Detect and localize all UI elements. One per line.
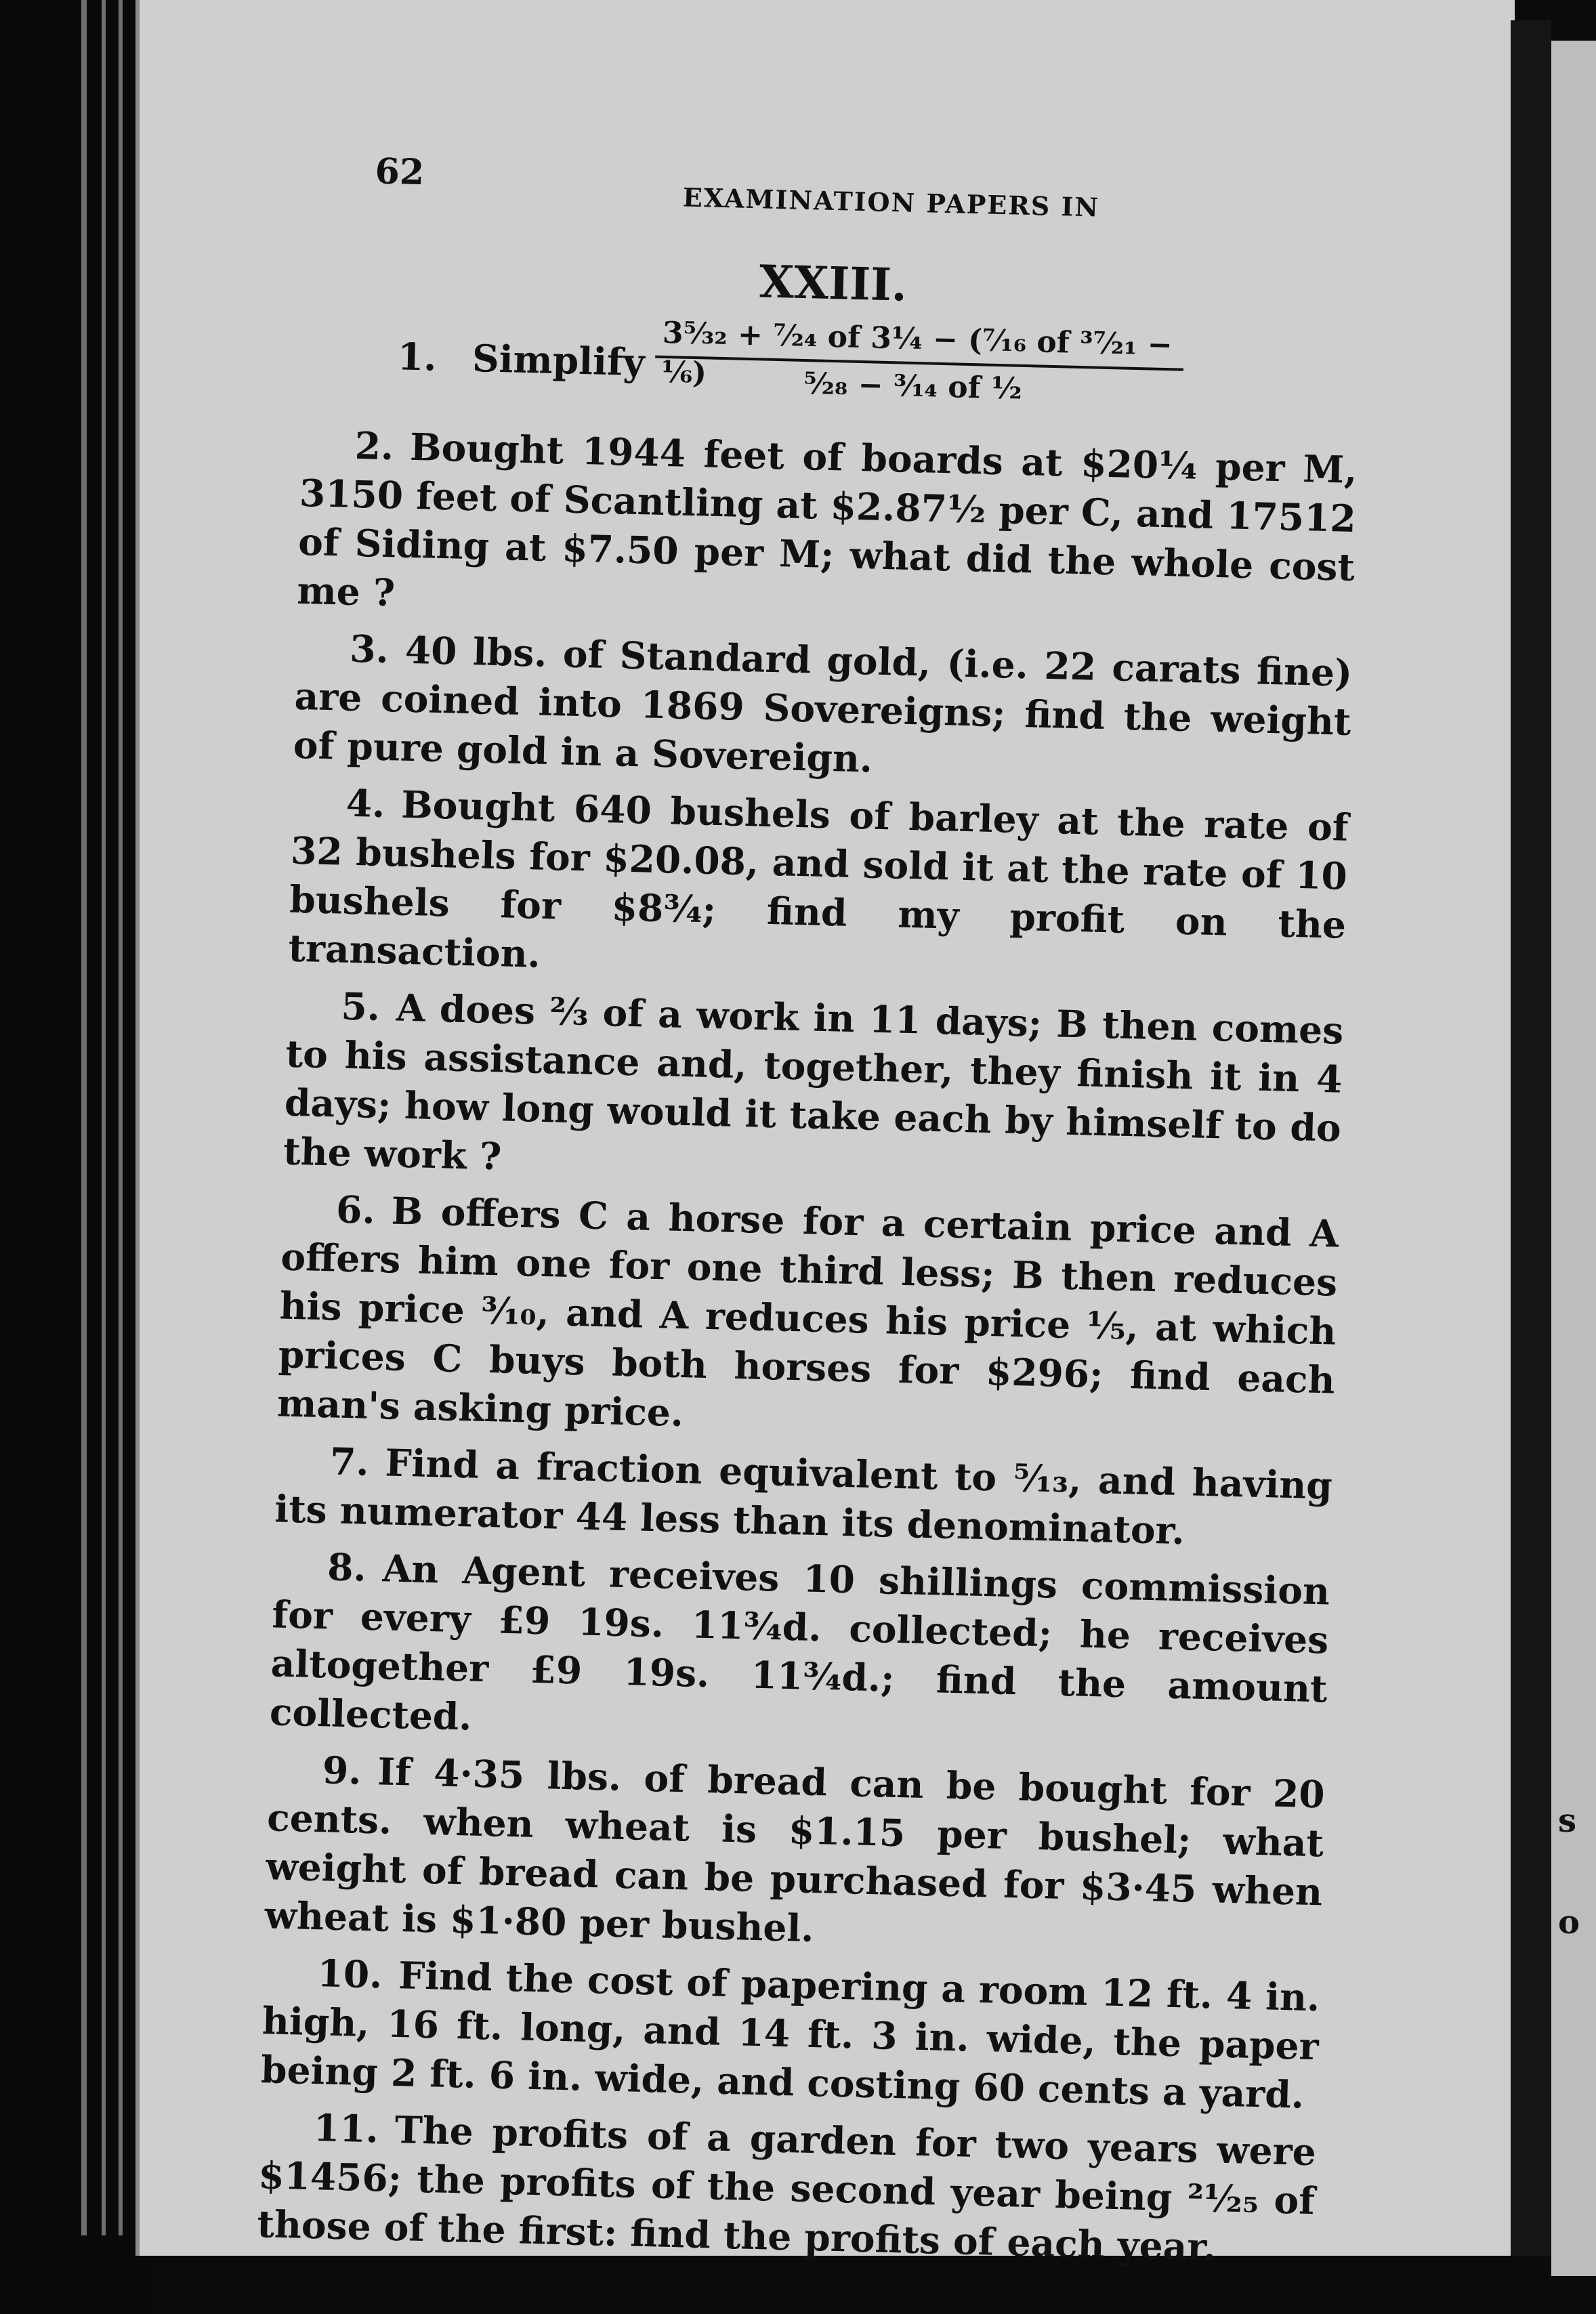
problem-item — [274, 1435, 1333, 1559]
problem-text: 40 lbs. of Standard gold, (i.e. 22 carats fine) are coined into 1869 Sovereigns; find the weight of pure gold in a Sovereign. — [293, 627, 1353, 781]
problem-item — [260, 1948, 1320, 2120]
problem-item — [297, 420, 1358, 641]
problem-text: Bought 1944 feet of boards at $20¼ per M, 3150 feet of Scantling at $2.87½ per C, and 17512 of Siding at $7.50 per M; what did the whole cost me ? — [296, 424, 1358, 615]
problem-item — [276, 1184, 1339, 1454]
problem-number: 5. — [340, 984, 381, 1029]
problem-number: 7. — [329, 1439, 370, 1484]
problem-number: 2. — [354, 423, 395, 469]
problem-item — [288, 778, 1349, 998]
compound-fraction — [654, 314, 1185, 413]
fraction-numerator: 3⁵⁄₃₂ + ⁷⁄₂₄ of 3¼ − (⁷⁄₁₆ of ³⁷⁄₂₁ − ⅙) — [660, 315, 1173, 391]
problem-text: An Agent receives 10 shillings commission for every £9 19s. 11¾d. collected; he receives altogether £9 19s. 11¾d.; find the amount collected. — [269, 1546, 1330, 1739]
problem-number: 1. — [397, 334, 438, 379]
running-head: EXAMINATION PAPERS IN — [682, 182, 1100, 223]
problem-item — [282, 981, 1344, 1202]
problem-text: If 4·35 lbs. of bread can be bought for 20 cents. when wheat is $1.15 per bushel; what weight of bread can be purchased for $3·45 when wheat is $1·80 per bushel. — [264, 1749, 1326, 1951]
fraction-denominator: ⁵⁄₂₈ − ³⁄₁₄ of ½ — [803, 366, 1023, 406]
problem-number: 4. — [345, 780, 386, 826]
problem-item — [293, 623, 1353, 795]
problem-number: 9. — [322, 1748, 362, 1793]
problem-number: 3. — [349, 626, 390, 672]
problem-text: Find a fraction equivalent to ⁵⁄₁₃, and having its numerator 44 less than its denominator. — [274, 1440, 1333, 1553]
book-gutter — [1511, 20, 1551, 2256]
problem-text: B offers C a horse for a certain price and A offers him one for one third less; B then reduces his price ³⁄₁₀, and A reduces his price ⅕, at which prices C buys both horses for $296; find each man's asking price. — [276, 1188, 1339, 1435]
problem-text: Bought 640 bushels of barley at the rate of 32 bushels for $20.08, and sold it at the rate of 10 bushels for $8¾; find my profit on the transaction. — [287, 782, 1349, 976]
simplify-label: Simplify — [471, 336, 646, 385]
problem-item — [269, 1541, 1330, 1762]
problem-number: 11. — [313, 2105, 379, 2151]
problem-number: 8. — [327, 1544, 367, 1590]
problem-item — [257, 2102, 1317, 2274]
problem-number: 6. — [335, 1187, 376, 1232]
adjacent-page-char: s — [1558, 1802, 1577, 1840]
problem-list — [256, 420, 1358, 2282]
problem-text: The profits of a garden for two years were $1456; the profits of the second year being ²¹⁄₂₅ of those of the first: find the profits of each year. — [256, 2107, 1317, 2269]
problem-text: Find the cost of papering a room 12 ft. 4 in. high, 16 ft. long, and 14 ft. 3 in. wide, the paper being 2 ft. 6 in. wide, and costing 60 cents a yard. — [260, 1953, 1321, 2117]
adjacent-page-char: o — [1558, 1903, 1580, 1941]
section-title: XXIII. — [758, 255, 908, 312]
page-number: 62 — [374, 150, 425, 194]
problem-number: 10. — [316, 1951, 383, 1997]
problem-item — [264, 1744, 1326, 1965]
problem-text: A does ⅔ of a work in 11 days; B then comes to his assistance and, together, they finish it in 4 days; how long would it take each by himself to do the work ? — [282, 985, 1344, 1179]
book-left-edge — [0, 0, 156, 2314]
